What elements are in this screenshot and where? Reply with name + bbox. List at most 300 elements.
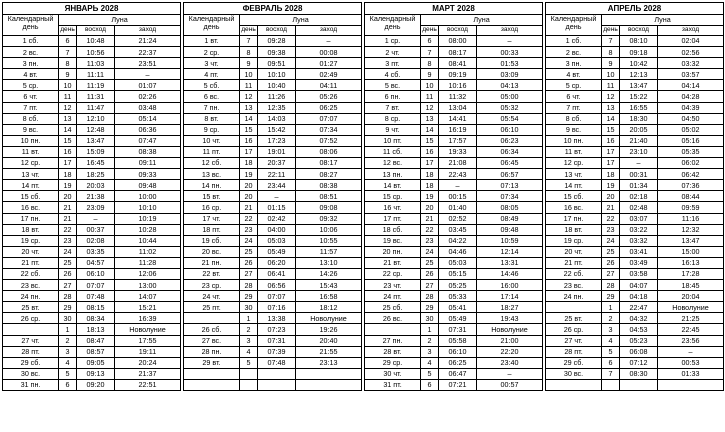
moon-age-cell: 1: [59, 324, 77, 335]
calendar-day-cell: [365, 324, 421, 335]
moonset-cell: 17:14: [477, 291, 543, 302]
table-row: [365, 379, 543, 390]
table-row: [365, 80, 543, 91]
moon-age-cell: 25: [602, 246, 620, 257]
calendar-day-cell: 15 сб.: [3, 191, 59, 202]
moonrise-cell: 09:51: [258, 58, 296, 69]
calendar-day-cell: 30 чт.: [365, 368, 421, 379]
moonset-cell: –: [115, 69, 181, 80]
moonset-cell: 23:40: [477, 357, 543, 368]
calendar-day-cell: 19 вс.: [365, 235, 421, 246]
calendar-day-cell: 17 пт.: [365, 213, 421, 224]
table-row: [365, 202, 543, 213]
calendar-day-cell: 28 пт.: [546, 346, 602, 357]
calendar-day-cell: 9 вс.: [3, 124, 59, 135]
calendar-day-cell: 17 пн.: [546, 213, 602, 224]
moonset-cell: 06:42: [658, 169, 724, 180]
moon-age-cell: 1: [240, 313, 258, 324]
moonset-header: заход: [658, 26, 724, 36]
moonset-cell: 04:13: [477, 80, 543, 91]
moonset-cell: 05:00: [477, 91, 543, 102]
calendar-day-cell: 5 вс.: [365, 80, 421, 91]
moonrise-cell: 06:10: [439, 346, 477, 357]
table-row: [184, 213, 362, 224]
table-row: [546, 324, 724, 335]
table-row: [365, 346, 543, 357]
moonrise-header: восход: [77, 26, 115, 36]
table-row: [184, 224, 362, 235]
table-row: [365, 169, 543, 180]
table-row: [365, 235, 543, 246]
calendar-day-cell: 15 вт.: [184, 191, 240, 202]
moonset-cell: 19:26: [296, 324, 362, 335]
moonset-cell: 01:07: [115, 80, 181, 91]
calendar-day-cell: 13 чт.: [546, 169, 602, 180]
calendar-day-cell: 16 ср.: [184, 202, 240, 213]
moonrise-cell: 17:57: [439, 135, 477, 146]
table-row: [3, 80, 181, 91]
calendar-day-cell: 2 чт.: [365, 47, 421, 58]
table-row: [365, 313, 543, 324]
moonrise-cell: 11:47: [77, 102, 115, 113]
month-title: ФЕВРАЛЬ 2028: [184, 3, 362, 15]
calendar-day-cell: 29 сб.: [546, 357, 602, 368]
moonrise-cell: 01:15: [258, 202, 296, 213]
calendar-day-cell: 3 чт.: [184, 58, 240, 69]
moonset-cell: 14:26: [296, 268, 362, 279]
moonset-cell: 20:40: [296, 335, 362, 346]
moonset-cell: 01:33: [658, 368, 724, 379]
calendar-day-cell: 15 ср.: [365, 191, 421, 202]
moonrise-cell: 02:48: [620, 202, 658, 213]
moonrise-cell: 03:45: [439, 224, 477, 235]
table-row: [546, 357, 724, 368]
moon-age-cell: 11: [240, 80, 258, 91]
moonset-header: заход: [115, 26, 181, 36]
moon-age-cell: 22: [240, 213, 258, 224]
table-row: [3, 257, 181, 268]
moonrise-cell: 05:15: [439, 268, 477, 279]
moonrise-cell: 06:47: [439, 368, 477, 379]
calendar-day-cell: 10 пт.: [365, 135, 421, 146]
table-row: [3, 213, 181, 224]
moon-age-cell: 28: [421, 291, 439, 302]
moon-age-cell: 17: [602, 158, 620, 169]
table-row: [184, 280, 362, 291]
moonrise-header: восход: [439, 26, 477, 36]
moon-age-cell: 12: [602, 91, 620, 102]
moon-age-cell: 30: [421, 313, 439, 324]
moonrise-cell: 05:58: [439, 335, 477, 346]
moon-age-cell: 22: [59, 224, 77, 235]
moon-age-cell: [240, 379, 258, 390]
table-row: [3, 357, 181, 368]
calendar-day-cell: 28 пт.: [3, 346, 59, 357]
table-row: [365, 102, 543, 113]
month-panel-february: [183, 2, 361, 391]
table-row: [365, 280, 543, 291]
moonset-cell: 03:57: [658, 69, 724, 80]
moon-age-cell: 14: [602, 113, 620, 124]
month-title: МАРТ 2028: [365, 3, 543, 15]
moonrise-cell: 03:49: [620, 257, 658, 268]
calendar-day-cell: 8 ср.: [365, 113, 421, 124]
calendar-day-cell: 5 сб.: [184, 80, 240, 91]
lunar-calendar-table: [364, 2, 543, 391]
moonset-cell: 10:59: [477, 235, 543, 246]
moon-age-cell: 11: [421, 91, 439, 102]
moon-age-cell: 23: [602, 224, 620, 235]
moonset-cell: 16:39: [115, 313, 181, 324]
moonset-cell: 06:45: [477, 158, 543, 169]
moon-age-cell: 25: [59, 257, 77, 268]
moonset-cell: 00:57: [477, 379, 543, 390]
moonset-cell: 10:00: [115, 191, 181, 202]
moonset-cell: 19:11: [115, 346, 181, 357]
moonrise-cell: 07:31: [439, 324, 477, 335]
moonrise-cell: 17:23: [258, 135, 296, 146]
table-row: [365, 324, 543, 335]
calendar-day-cell: 7 пт.: [3, 102, 59, 113]
moonrise-cell: 08:30: [620, 368, 658, 379]
table-row: [546, 268, 724, 279]
moon-age-cell: 23: [240, 224, 258, 235]
moonset-cell: 04:50: [658, 113, 724, 124]
moonrise-cell: 21:38: [77, 191, 115, 202]
moonrise-cell: 10:42: [620, 58, 658, 69]
moonset-cell: 13:00: [115, 280, 181, 291]
moonset-cell: 22:20: [477, 346, 543, 357]
moonrise-cell: 12:35: [258, 102, 296, 113]
moonrise-cell: 22:11: [258, 169, 296, 180]
moon-age-cell: 5: [421, 368, 439, 379]
moonrise-cell: [258, 368, 296, 379]
table-row: [546, 235, 724, 246]
moon-age-cell: 16: [421, 146, 439, 157]
moonset-cell: 20:04: [658, 291, 724, 302]
calendar-day-cell: 23 вс.: [546, 280, 602, 291]
moonrise-cell: 06:25: [439, 357, 477, 368]
moon-age-cell: 27: [59, 280, 77, 291]
table-row: [546, 113, 724, 124]
moon-age-cell: 20: [240, 191, 258, 202]
calendar-day-cell: 23 вс.: [3, 280, 59, 291]
calendar-day-cell: 7 пн.: [184, 102, 240, 113]
calendar-day-cell: 18 сб.: [365, 224, 421, 235]
moon-age-cell: 26: [602, 257, 620, 268]
moonrise-cell: 04:53: [620, 324, 658, 335]
calendar-day-cell: 16 вс.: [546, 202, 602, 213]
calendar-day-cell: 12 ср.: [546, 158, 602, 169]
moonset-cell: 00:08: [296, 47, 362, 58]
moonset-cell: 16:00: [477, 280, 543, 291]
table-row: [546, 246, 724, 257]
calendar-day-cell: 11 пт.: [184, 146, 240, 157]
calendar-day-cell: 19 сб.: [184, 235, 240, 246]
moonrise-cell: 08:47: [77, 335, 115, 346]
calendar-day-cell: 23 чт.: [365, 280, 421, 291]
moonset-cell: 17:55: [115, 335, 181, 346]
moonrise-cell: 04:46: [439, 246, 477, 257]
moonrise-cell: 14:41: [439, 113, 477, 124]
moonset-cell: [658, 379, 724, 390]
month-panel-march: [364, 2, 542, 391]
moon-age-cell: 28: [59, 291, 77, 302]
moonrise-cell: 08:00: [439, 36, 477, 47]
moonrise-cell: 11:32: [439, 91, 477, 102]
moon-age-cell: 26: [240, 257, 258, 268]
calendar-day-cell: [546, 302, 602, 313]
moonset-cell: 04:11: [296, 80, 362, 91]
moon-age-cell: 3: [602, 324, 620, 335]
moonset-cell: 14:07: [115, 291, 181, 302]
calendar-day-cell: 25 вт.: [3, 302, 59, 313]
calendar-day-cell: 16 вс.: [3, 202, 59, 213]
table-row: [3, 246, 181, 257]
moonrise-cell: 07:07: [258, 291, 296, 302]
moonrise-cell: 09:19: [439, 69, 477, 80]
moon-age-cell: 24: [59, 246, 77, 257]
moon-age-cell: 11: [59, 91, 77, 102]
table-row: [365, 180, 543, 191]
moonrise-cell: 19:01: [258, 146, 296, 157]
moonset-cell: 03:09: [477, 69, 543, 80]
moonset-cell: 13:31: [477, 257, 543, 268]
table-row: [3, 324, 181, 335]
table-row: [184, 146, 362, 157]
table-row: [184, 268, 362, 279]
moon-age-cell: 4: [421, 357, 439, 368]
moon-age-cell: 20: [59, 191, 77, 202]
calendar-day-cell: 9 ср.: [184, 124, 240, 135]
calendar-day-header: Календарный день: [3, 15, 59, 36]
moonrise-header: восход: [620, 26, 658, 36]
moonrise-cell: 09:13: [77, 368, 115, 379]
moon-age-cell: 12: [59, 102, 77, 113]
moonset-cell: 23:13: [296, 357, 362, 368]
moonrise-cell: 07:16: [258, 302, 296, 313]
moon-age-cell: 27: [602, 268, 620, 279]
moonset-cell: 14:46: [477, 268, 543, 279]
table-row: [3, 191, 181, 202]
calendar-day-cell: 3 пт.: [365, 58, 421, 69]
moonrise-cell: 11:26: [258, 91, 296, 102]
moonset-cell: Новолуние: [477, 324, 543, 335]
moonrise-cell: 03:58: [620, 268, 658, 279]
calendar-day-cell: 5 ср.: [3, 80, 59, 91]
table-row: [546, 291, 724, 302]
moon-age-cell: 19: [421, 191, 439, 202]
moon-age-cell: 10: [59, 80, 77, 91]
month-title: ЯНВАРЬ 2028: [3, 3, 181, 15]
moon-age-cell: 9: [59, 69, 77, 80]
table-row: [3, 268, 181, 279]
calendar-day-cell: 11 вт.: [546, 146, 602, 157]
calendar-day-cell: 8 сб.: [546, 113, 602, 124]
moon-age-cell: 30: [59, 313, 77, 324]
moonrise-cell: 08:57: [77, 346, 115, 357]
moonset-cell: 09:48: [115, 180, 181, 191]
moon-age-cell: 21: [240, 202, 258, 213]
moonrise-cell: 20:03: [77, 180, 115, 191]
table-row: [3, 224, 181, 235]
moonrise-cell: 10:56: [77, 47, 115, 58]
moonrise-cell: 11:11: [77, 69, 115, 80]
table-row: [3, 302, 181, 313]
calendar-day-cell: 21 пт.: [3, 257, 59, 268]
moon-age-cell: 20: [602, 191, 620, 202]
moonset-cell: 06:23: [477, 135, 543, 146]
calendar-day-cell: 31 пт.: [365, 379, 421, 390]
moonset-cell: 07:52: [296, 135, 362, 146]
moonset-header: заход: [296, 26, 362, 36]
moon-age-cell: 26: [59, 268, 77, 279]
moonrise-cell: 11:31: [77, 91, 115, 102]
moonset-cell: 08:51: [296, 191, 362, 202]
moonset-cell: 08:49: [477, 213, 543, 224]
calendar-day-cell: 22 сб.: [546, 268, 602, 279]
calendar-day-cell: 4 сб.: [365, 69, 421, 80]
moonrise-cell: 00:15: [439, 191, 477, 202]
table-row: [546, 379, 724, 390]
moonrise-cell: 23:10: [620, 146, 658, 157]
moonrise-cell: 03:07: [620, 213, 658, 224]
moon-age-cell: 10: [421, 80, 439, 91]
moonrise-cell: 13:47: [620, 80, 658, 91]
moonset-cell: 11:57: [296, 246, 362, 257]
moonrise-cell: 13:04: [439, 102, 477, 113]
lunar-calendar-table: [183, 2, 362, 391]
table-row: [546, 335, 724, 346]
moonset-cell: –: [477, 368, 543, 379]
calendar-day-cell: [184, 379, 240, 390]
moonrise-cell: 00:37: [77, 224, 115, 235]
moonset-cell: 00:53: [658, 357, 724, 368]
table-row: [184, 335, 362, 346]
moon-age-cell: 7: [602, 368, 620, 379]
table-row: [184, 291, 362, 302]
moon-age-cell: 11: [602, 80, 620, 91]
moonset-cell: 21:00: [477, 335, 543, 346]
table-row: [184, 313, 362, 324]
moonrise-cell: 21:40: [620, 135, 658, 146]
moonset-cell: 02:49: [296, 69, 362, 80]
moonrise-cell: 06:20: [258, 257, 296, 268]
lunar-calendar-table: [545, 2, 724, 391]
moon-age-cell: 10: [602, 69, 620, 80]
moon-age-cell: 16: [602, 135, 620, 146]
moon-age-cell: 22: [421, 224, 439, 235]
moonrise-cell: 11:19: [77, 80, 115, 91]
calendar-day-cell: 23 ср.: [184, 280, 240, 291]
table-row: [546, 135, 724, 146]
table-row: [184, 135, 362, 146]
calendar-day-cell: 3 пн.: [546, 58, 602, 69]
moonrise-cell: 05:33: [439, 291, 477, 302]
table-row: [365, 357, 543, 368]
moon-age-cell: 18: [421, 180, 439, 191]
table-row: [365, 368, 543, 379]
moonrise-cell: 02:52: [439, 213, 477, 224]
moon-header: Луна: [59, 15, 181, 26]
moon-age-cell: 27: [421, 280, 439, 291]
calendar-day-cell: 6 чт.: [3, 91, 59, 102]
moon-age-cell: 9: [240, 58, 258, 69]
calendar-day-cell: 28 вт.: [365, 346, 421, 357]
table-row: [546, 302, 724, 313]
moonset-cell: 05:32: [477, 102, 543, 113]
calendar-day-cell: 30 вс.: [3, 368, 59, 379]
calendar-day-cell: 14 пн.: [184, 180, 240, 191]
moon-age-cell: 17: [421, 158, 439, 169]
table-row: [546, 158, 724, 169]
calendar-day-cell: 12 вс.: [365, 158, 421, 169]
calendar-day-cell: 3 пн.: [3, 58, 59, 69]
moon-age-cell: 26: [421, 268, 439, 279]
moon-age-cell: 17: [240, 146, 258, 157]
moonrise-cell: 08:10: [620, 36, 658, 47]
moon-age-cell: 14: [59, 124, 77, 135]
table-row: [184, 180, 362, 191]
moon-age-cell: 29: [421, 302, 439, 313]
table-row: [546, 102, 724, 113]
calendar-day-cell: 16 чт.: [365, 202, 421, 213]
table-row: [546, 202, 724, 213]
moon-age-cell: 6: [59, 36, 77, 47]
moonset-cell: 05:54: [477, 113, 543, 124]
moonset-cell: 08:06: [296, 146, 362, 157]
table-row: [184, 158, 362, 169]
moonset-cell: 06:10: [477, 124, 543, 135]
moon-age-cell: 12: [421, 102, 439, 113]
table-row: [3, 291, 181, 302]
moon-age-cell: 24: [240, 235, 258, 246]
table-row: [184, 47, 362, 58]
moonset-cell: 23:56: [658, 335, 724, 346]
calendar-day-cell: 10 чт.: [184, 135, 240, 146]
moonset-cell: 18:45: [658, 280, 724, 291]
moonrise-cell: 07:48: [258, 357, 296, 368]
moon-age-cell: 21: [59, 213, 77, 224]
table-row: [3, 235, 181, 246]
moonrise-cell: 05:49: [439, 313, 477, 324]
moon-age-cell: [240, 368, 258, 379]
moonrise-cell: 07:07: [77, 280, 115, 291]
table-row: [546, 80, 724, 91]
moonset-cell: 06:25: [296, 102, 362, 113]
moonset-cell: 10:28: [115, 224, 181, 235]
table-row: [546, 224, 724, 235]
table-row: [365, 58, 543, 69]
moonrise-cell: 09:28: [258, 36, 296, 47]
moonset-cell: 09:59: [658, 202, 724, 213]
moonset-cell: 05:26: [296, 91, 362, 102]
calendar-day-cell: 27 чт.: [3, 335, 59, 346]
moonrise-cell: 09:20: [77, 379, 115, 390]
moonrise-cell: –: [258, 191, 296, 202]
moonrise-cell: 05:23: [620, 335, 658, 346]
table-row: [3, 158, 181, 169]
moonset-cell: 21:24: [115, 36, 181, 47]
table-row: [546, 280, 724, 291]
moonset-cell: 05:16: [658, 135, 724, 146]
calendar-day-cell: [3, 324, 59, 335]
table-row: [365, 224, 543, 235]
calendar-day-cell: 10 пн.: [3, 135, 59, 146]
calendar-day-cell: 25 сб.: [365, 302, 421, 313]
calendar-day-cell: 17 пн.: [3, 213, 59, 224]
moon-age-cell: 1: [421, 324, 439, 335]
